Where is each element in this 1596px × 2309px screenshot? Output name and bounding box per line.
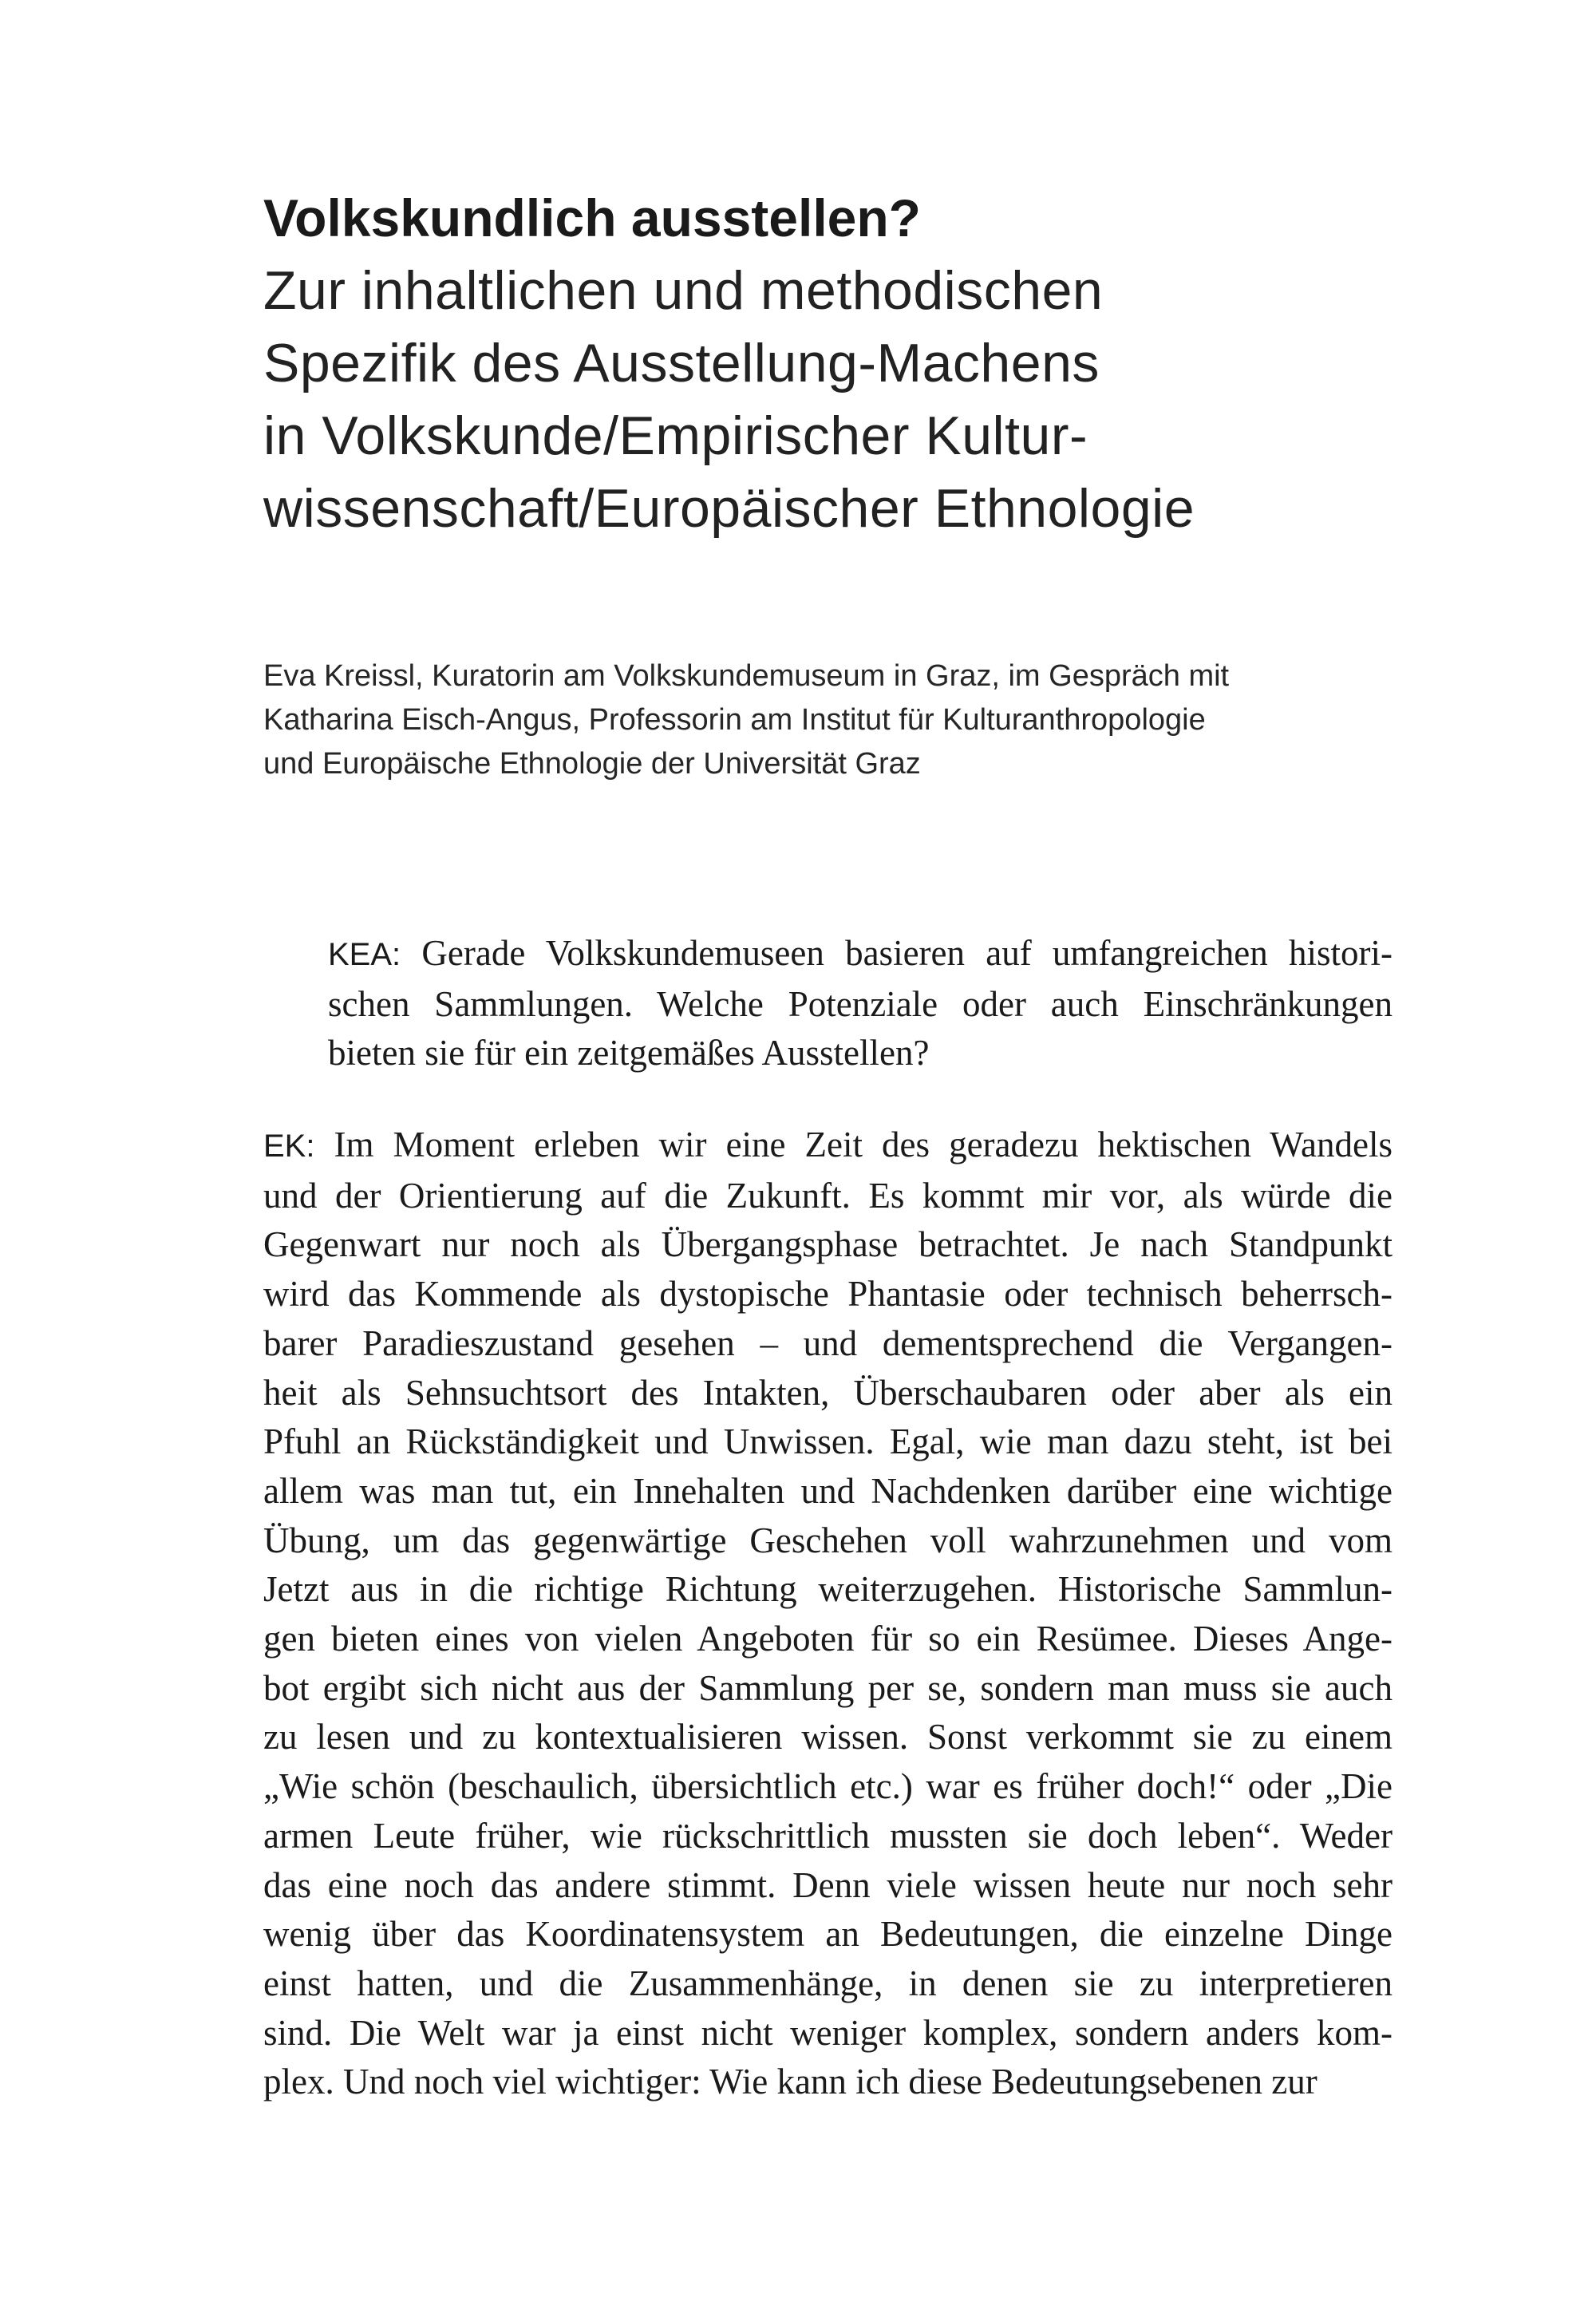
text-line [263, 1861, 1393, 1911]
line-text: gen bieten eines von vielen Angeboten für so ein Resümee. Dieses Ange- [263, 1619, 1393, 1659]
line-text: barer Paradieszustand gesehen – und dementsprechend die Vergangen- [263, 1323, 1393, 1363]
line-text: wird das Kommende als dystopische Phantasie oder technisch beherrsch- [263, 1274, 1393, 1315]
line-text: Im Moment erleben wir eine Zeit des geradezu hektischen Wandels [334, 1125, 1393, 1164]
line-text: sind. Die Welt war ja einst nicht weniger komplex, sondern anders kom- [263, 2012, 1393, 2053]
speaker-label: EK: [263, 1129, 315, 1164]
line-text: zu lesen und zu kontextualisieren wissen. Sonst verkommt sie zu einem [263, 1717, 1393, 1757]
text-line [263, 1467, 1393, 1516]
interview-question [328, 929, 1393, 1078]
text-line [263, 2058, 1393, 2107]
text-line [263, 1121, 1393, 1172]
line-text: „Wie schön (beschaulich, übersichtlich etc.) war es früher doch!“ oder „Die [263, 1766, 1393, 1807]
author-byline [263, 654, 1420, 786]
byline-line: Katharina Eisch-Angus, Professorin am Institut für Kulturanthropologie [263, 703, 1206, 737]
article-title [263, 182, 1460, 545]
line-text: plex. Und noch viel wichtiger: Wie kann ich diese Bedeutungsebenen zur [263, 2062, 1317, 2102]
subtitle-line: Zur inhaltlichen und methodischen [263, 260, 1104, 321]
line-text: heit als Sehnsuchtsort des Intakten, Überschaubaren oder aber als ein [263, 1372, 1393, 1413]
line-text: allem was man tut, ein Innehalten und Nachdenken darüber eine wichtige [263, 1470, 1393, 1511]
byline-line: Eva Kreissl, Kuratorin am Volkskundemuseum in Graz, im Gespräch mit [263, 659, 1230, 693]
line-text: einst hatten, und die Zusammenhänge, in denen sie zu interpretieren [263, 1963, 1393, 2003]
text-line [263, 1713, 1393, 1762]
text-line [263, 1369, 1393, 1418]
text-line [263, 1812, 1393, 1861]
text-line [328, 980, 1393, 1030]
line-text: Pfuhl an Rückständigkeit und Unwissen. Egal, wie man dazu steht, ist bei [263, 1421, 1393, 1462]
line-text: schen Sammlungen. Welche Potenziale oder auch Einschränkungen [328, 983, 1393, 1024]
text-line [263, 1664, 1393, 1714]
subtitle-line: wissenschaft/Europäischer Ethnologie [263, 478, 1195, 539]
text-line [328, 929, 1393, 980]
text-line [263, 1270, 1393, 1319]
line-text: bot ergibt sich nicht aus der Sammlung per se, sondern man muss sie auch [263, 1667, 1393, 1708]
line-text: Übung, um das gegenwärtige Geschehen voll wahrzunehmen und vom [263, 1520, 1393, 1560]
line-text: und der Orientierung auf die Zukunft. Es kommt mir vor, als würde die [263, 1175, 1393, 1216]
text-line [263, 1319, 1393, 1369]
line-text: bieten sie für ein zeitgemäßes Ausstellen? [328, 1033, 930, 1073]
text-line [263, 1516, 1393, 1566]
text-line [263, 1762, 1393, 1812]
text-line [263, 1220, 1393, 1270]
subtitle-line: Spezifik des Ausstellung-Machens [263, 333, 1100, 393]
line-text: armen Leute früher, wie rückschrittlich mussten sie doch leben“. Weder [263, 1815, 1393, 1856]
text-line [263, 2009, 1393, 2058]
text-line [263, 1172, 1393, 1221]
line-text: das eine noch das andere stimmt. Denn viele wissen heute nur noch sehr [263, 1864, 1393, 1905]
text-line [263, 1417, 1393, 1467]
line-text: Gerade Volkskundemuseen basieren auf umfangreichen histori- [421, 933, 1393, 973]
byline-line: und Europäische Ethnologie der Universität Graz [263, 747, 921, 781]
interview-answer [263, 1121, 1393, 2107]
title-main: Volkskundlich ausstellen? [263, 188, 922, 247]
text-line [263, 1615, 1393, 1664]
text-line [263, 1910, 1393, 1959]
speaker-label: KEA: [328, 937, 401, 972]
text-line [263, 1959, 1393, 2009]
line-text: wenig über das Koordinatensystem an Bedeutungen, die einzelne Dinge [263, 1914, 1393, 1955]
line-text: Jetzt aus in die richtige Richtung weiterzugehen. Historische Sammlun- [263, 1569, 1393, 1610]
text-line [328, 1029, 1393, 1078]
text-line [263, 1565, 1393, 1615]
subtitle-line: in Volkskunde/Empirischer Kultur- [263, 405, 1088, 466]
line-text: Gegenwart nur noch als Übergangsphase betrachtet. Je nach Standpunkt [263, 1224, 1393, 1265]
